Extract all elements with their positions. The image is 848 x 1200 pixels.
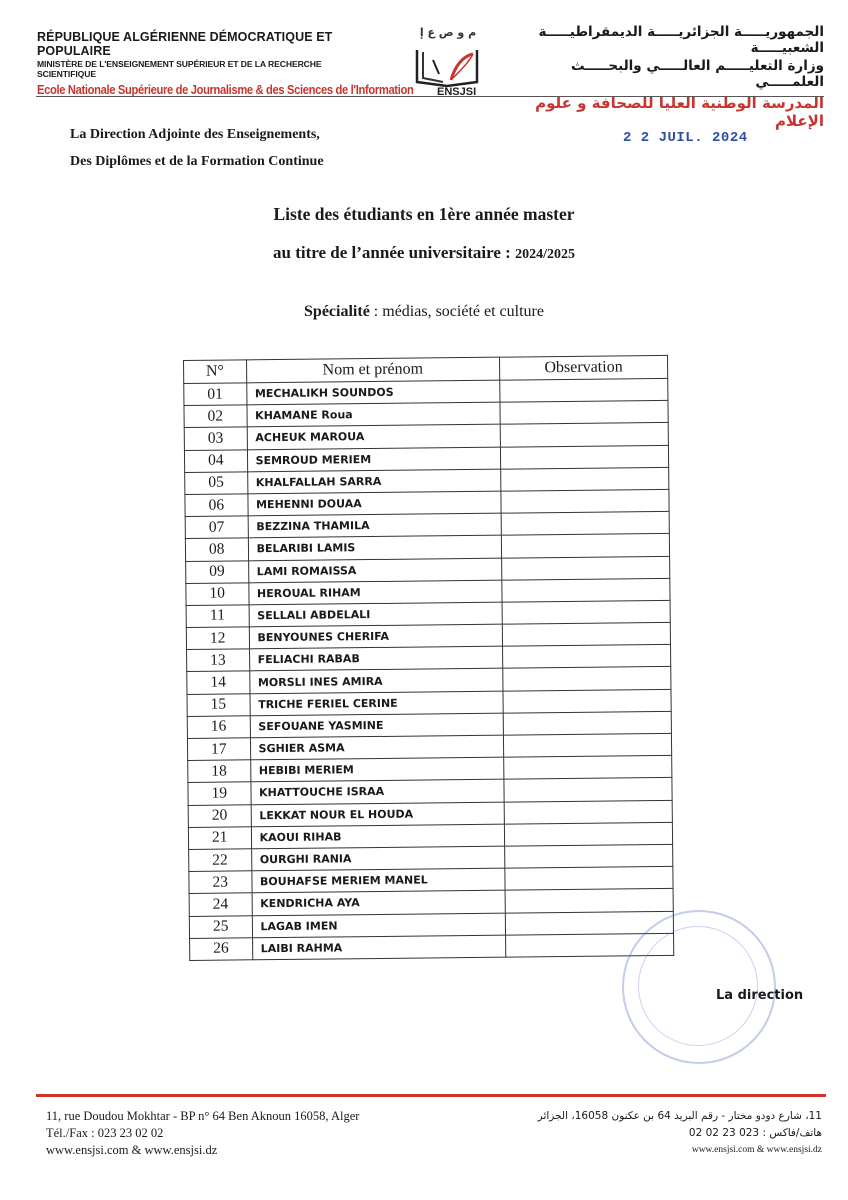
- academic-year: 2024/2025: [515, 247, 575, 262]
- observation-cell: [501, 467, 669, 491]
- student-name: LAGAB IMEN: [252, 913, 506, 938]
- school-name-ar: المدرسة الوطنية العليا للصحافة و علوم الإعلام: [535, 94, 824, 130]
- observation-cell: [501, 512, 669, 536]
- column-header-observation: Observation: [499, 355, 667, 380]
- footer-tel-fr: Tél./Fax : 023 23 02 02: [46, 1126, 164, 1140]
- row-number: 14: [187, 671, 250, 694]
- students-table-container: [183, 355, 689, 968]
- row-number: 11: [186, 605, 249, 628]
- footer-tel-number-ar: 023 23 02 02: [688, 1127, 760, 1139]
- document-title: Liste des étudiants en 1ère année master: [273, 204, 575, 224]
- logo-arabic-text: م و ص ع إ: [419, 26, 477, 39]
- observation-cell: [500, 423, 668, 447]
- observation-cell: [503, 667, 671, 691]
- student-name: MORSLI INES AMIRA: [249, 669, 503, 694]
- row-number: 19: [188, 782, 251, 805]
- row-number: 22: [189, 849, 252, 872]
- student-name: LEKKAT NOUR EL HOUDA: [251, 802, 505, 827]
- row-number: 10: [186, 583, 249, 606]
- table-row: [190, 933, 674, 960]
- student-name: MEHENNI DOUAA: [247, 491, 501, 516]
- student-name: KENDRICHA AYA: [252, 890, 506, 915]
- student-name: BEZZINA THAMILA: [248, 513, 502, 538]
- specialty-label: Spécialité: [304, 303, 370, 320]
- department-line-2: Des Diplômes et de la Formation Continue: [70, 154, 324, 169]
- row-number: 02: [184, 405, 247, 428]
- student-name: MECHALIKH SOUNDOS: [246, 380, 500, 405]
- student-name: KAOUI RIHAB: [251, 824, 505, 849]
- row-number: 07: [185, 516, 248, 539]
- logo-text: ENSJSI: [437, 86, 477, 98]
- row-number: 17: [187, 738, 250, 761]
- student-name: SGHIER ASMA: [250, 735, 504, 760]
- book-quill-icon: [403, 40, 493, 90]
- row-number: 16: [187, 716, 250, 739]
- row-number: 25: [189, 915, 252, 938]
- row-number: 13: [187, 649, 250, 672]
- footer-divider: [36, 1094, 826, 1097]
- row-number: 24: [189, 893, 252, 916]
- row-number: 03: [184, 427, 247, 450]
- observation-cell: [500, 401, 668, 425]
- observation-cell: [501, 534, 669, 558]
- row-number: 09: [186, 560, 249, 583]
- department-line-1: La Direction Adjointe des Enseignements,: [70, 127, 320, 142]
- observation-cell: [503, 711, 671, 735]
- observation-cell: [502, 645, 670, 669]
- header-arabic: [504, 24, 824, 130]
- footer-french: [46, 1108, 359, 1159]
- footer-web-ar: www.ensjsi.com & www.ensjsi.dz: [691, 1145, 822, 1155]
- specialty-line: [0, 303, 848, 321]
- official-stamp: [622, 910, 776, 1064]
- column-header-number: N°: [184, 360, 247, 384]
- footer-tel-label-ar: هاتف/فاكس :: [762, 1127, 822, 1139]
- row-number: 15: [187, 693, 250, 716]
- footer-arabic: [538, 1108, 822, 1159]
- row-number: 21: [188, 827, 251, 850]
- observation-cell: [503, 689, 671, 713]
- row-number: 26: [190, 937, 253, 960]
- student-name: ACHEUK MAROUA: [247, 425, 501, 450]
- student-name: KHAMANE Roua: [247, 402, 501, 427]
- observation-cell: [504, 844, 672, 868]
- student-name: HEROUAL RIHAM: [248, 580, 502, 605]
- student-name: KHATTOUCHE ISRAA: [250, 780, 504, 805]
- observation-cell: [504, 822, 672, 846]
- header-divider: [36, 96, 824, 97]
- republic-name-fr: RÉPUBLIQUE ALGÉRIENNE DÉMOCRATIQUE ET POPULAIRE: [37, 30, 333, 58]
- row-number: 08: [185, 538, 248, 561]
- row-number: 05: [185, 472, 248, 495]
- observation-cell: [504, 778, 672, 802]
- ministry-name-fr: MINISTÈRE DE L'ENSEIGNEMENT SUPÉRIEUR ET DE LA RECHERCHE SCIENTIFIQUE: [37, 59, 322, 79]
- row-number: 12: [186, 627, 249, 650]
- row-number: 23: [189, 871, 252, 894]
- observation-cell: [500, 445, 668, 469]
- student-name: TRICHE FERIEL CERINE: [250, 691, 504, 716]
- student-name: SEMROUD MERIEM: [247, 447, 501, 472]
- student-name: LAMI ROMAISSA: [248, 558, 502, 583]
- observation-cell: [502, 622, 670, 646]
- footer-tel-ar: [538, 1125, 822, 1142]
- row-number: 06: [185, 494, 248, 517]
- academic-year-prefix: au titre de l’année universitaire :: [273, 243, 511, 262]
- observation-cell: [505, 867, 673, 891]
- student-name: BOUHAFSE MERIEM MANEL: [251, 868, 505, 893]
- row-number: 04: [184, 449, 247, 472]
- header-french: [37, 30, 414, 97]
- footer-address-ar: 11، شارع دودو مختار - رقم البريد 64 بن عكنون 16058، الجزائر: [537, 1110, 822, 1122]
- students-table: [183, 355, 674, 961]
- column-header-name: Nom et prénom: [246, 357, 500, 383]
- student-name: LAIBI RAHMA: [252, 935, 506, 960]
- observation-cell: [503, 733, 671, 757]
- observation-cell: [505, 889, 673, 913]
- signature-label: La direction: [716, 988, 804, 1003]
- date-stamp: 2 2 JUIL. 2024: [623, 130, 748, 146]
- row-number: 18: [188, 760, 251, 783]
- observation-cell: [502, 578, 670, 602]
- republic-name-ar: الجمهوريـــــة الجزائريـــــة الديمقراطيـــــة الشعبيـــــة: [538, 24, 824, 56]
- issuing-department: [70, 121, 324, 175]
- student-name: BELARIBI LAMIS: [248, 535, 502, 560]
- footer-address-fr: 11, rue Doudou Mokhtar - BP n° 64 Ben Aknoun 16058, Alger: [46, 1109, 360, 1123]
- student-name: OURGHI RANIA: [251, 846, 505, 871]
- student-name: FELIACHI RABAB: [249, 646, 503, 671]
- specialty-value: : médias, société et culture: [373, 303, 544, 320]
- row-number: 20: [188, 804, 251, 827]
- academic-year-line: [0, 243, 848, 263]
- footer-web-fr: www.ensjsi.com & www.ensjsi.dz: [46, 1143, 218, 1157]
- observation-cell: [500, 378, 668, 402]
- school-logo: [403, 26, 493, 102]
- student-name: SEFOUANE YASMINE: [250, 713, 504, 738]
- observation-cell: [502, 600, 670, 624]
- observation-cell: [504, 800, 672, 824]
- student-name: BENYOUNES CHERIFA: [249, 624, 503, 649]
- row-number: 01: [184, 383, 247, 406]
- student-name: KHALFALLAH SARRA: [247, 469, 501, 494]
- table-body: [184, 378, 674, 960]
- observation-cell: [501, 489, 669, 513]
- observation-cell: [501, 556, 669, 580]
- student-name: HEBIBI MERIEM: [250, 757, 504, 782]
- observation-cell: [504, 756, 672, 780]
- student-name: SELLALI ABDELALI: [249, 602, 503, 627]
- school-name-fr: Ecole Nationale Supérieure de Journalisme & des Sciences de l'Information: [37, 82, 414, 97]
- stamp-inner-ring: [638, 926, 758, 1046]
- ministry-name-ar: وزارة التعليـــــم العالـــــي والبحـــــث العلمـــــي: [570, 58, 824, 90]
